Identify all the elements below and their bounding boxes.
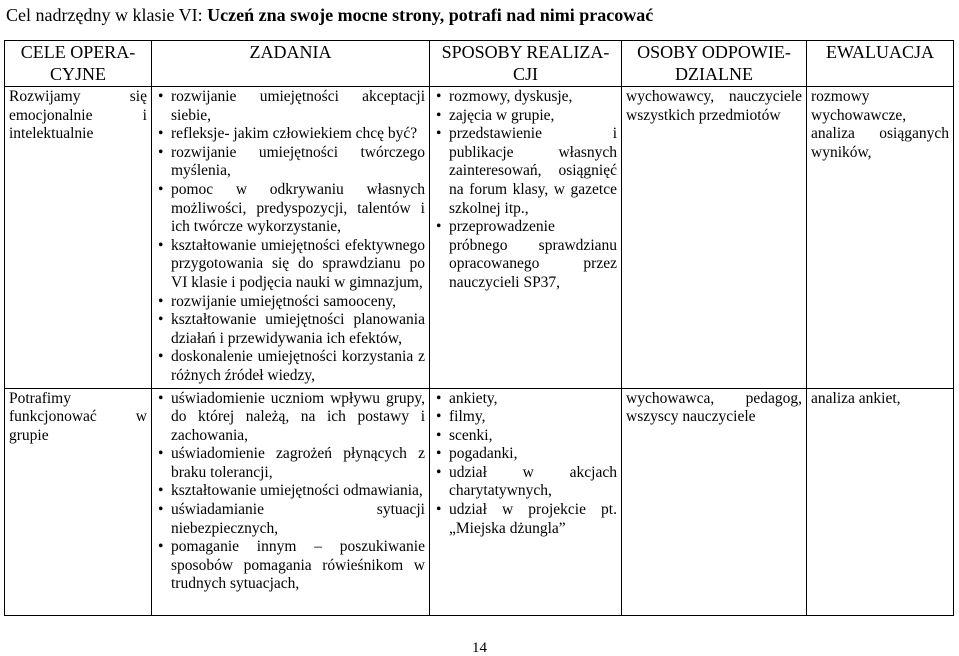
table-row [5,87,954,389]
table-row [5,388,954,615]
responsible-cell: wychowawca, pedagog, wszyscy nauczyciele [622,388,807,615]
methods-cell [430,388,622,615]
list-item: • rozmowy, dyskusje, [434,88,617,107]
page-number: 14 [472,640,487,656]
list-item: • filmy, [434,408,617,427]
goal-cell: Potrafimy funkcjonować w grupie [5,388,152,615]
methods-list [434,390,617,539]
goal-cell: Rozwijamy się emocjonalnie i intelektualnie [5,87,152,389]
list-item: • udział w projekcie pt. „Miejska dżungla” [434,501,617,538]
table-header-row [5,41,954,87]
list-item: • kształtowanie umiejętności planowania działań i przewidywania ich efektów, [156,311,425,348]
tasks-cell [152,87,430,389]
header-tasks: ZADANIA [152,41,430,87]
list-item: • kształtowanie umiejętności odmawiania, [156,482,425,501]
list-item: • kształtowanie umiejętności efektywnego przygotowania się do sprawdzianu po VI klasie i podjęcia nauki w gimnazjum, [156,237,425,293]
list-item: • ankiety, [434,390,617,409]
evaluation-cell: analiza ankiet, [807,388,954,615]
list-item: • refleksje- jakim człowiekiem chcę być? [156,125,425,144]
list-item: • uświadomienie zagrożeń płynących z braku tolerancji, [156,445,425,482]
education-plan-table [4,40,954,616]
list-item: • zajęcia w grupie, [434,107,617,126]
list-item: • pomoc w odkrywaniu własnych możliwości, predyspozycji, talentów i ich twórcze wykorzystanie, [156,181,425,237]
responsible-cell: wychowawcy, nauczyciele wszystkich przedmiotów [622,87,807,389]
header-responsible: OSOBY ODPOWIE-DZIALNE [622,41,807,87]
list-item: • przedstawienie i publikacje własnych zainteresowań, osiągnięć na forum klasy, w gazetce szkolnej itp., [434,125,617,218]
list-item: • rozwijanie umiejętności samooceny, [156,293,425,312]
header-evaluation: EWALUACJA [807,41,954,87]
heading-main-goal: Uczeń zna swoje mocne strony, potrafi nad nimi pracować [207,5,654,25]
page-heading [6,4,956,26]
list-item: • uświadamianie sytuacji niebezpiecznych, [156,501,425,538]
list-item: • udział w akcjach charytatywnych, [434,464,617,501]
list-item: • pomaganie innym – poszukiwanie sposobów pomagania rówieśnikom w trudnych sytuacjach, [156,538,425,594]
tasks-cell [152,388,430,615]
methods-list [434,88,617,293]
list-item: • scenki, [434,427,617,446]
header-goals: CELE OPERA-CYJNE [5,41,152,87]
list-item: • rozwijanie umiejętności akceptacji siebie, [156,88,425,125]
tasks-list [156,88,425,386]
header-methods: SPOSOBY REALIZA-CJI [430,41,622,87]
list-item: • uświadomienie uczniom wpływu grupy, do której należą, na ich postawy i zachowania, [156,390,425,446]
methods-cell [430,87,622,389]
list-item: • doskonalenie umiejętności korzystania z różnych źródeł wiedzy, [156,348,425,385]
evaluation-cell: rozmowy wychowawcze, analiza osiąganych wyników, [807,87,954,389]
list-item: • rozwijanie umiejętności twórczego myślenia, [156,144,425,181]
tasks-list [156,390,425,595]
heading-prefix: Cel nadrzędny w klasie VI: [6,5,208,25]
list-item: • przeprowadzenie próbnego sprawdzianu opracowanego przez nauczycieli SP37, [434,218,617,292]
list-item: • pogadanki, [434,445,617,464]
